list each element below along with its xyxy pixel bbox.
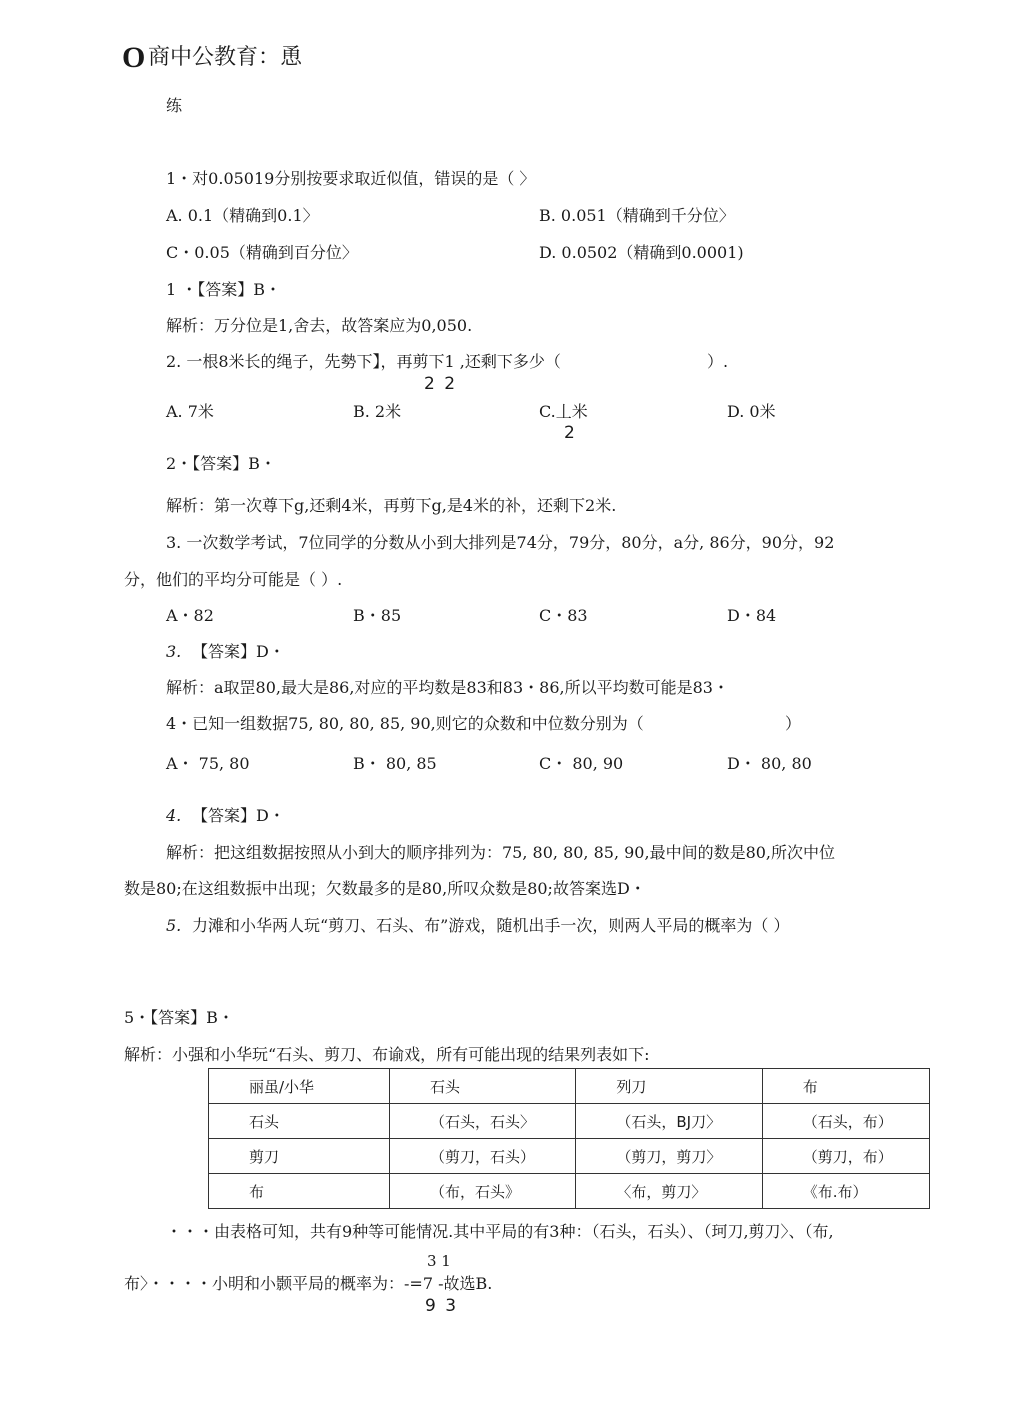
q2-stem: 2. 一根8米长的绳子，先勢下】，再剪下1 ,还剩下多少（ bbox=[166, 352, 561, 371]
q4-option-b: B・ 80, 85 bbox=[353, 754, 437, 773]
q4-stem-end: ） bbox=[785, 714, 802, 733]
header-title: 商中公教育：恿 bbox=[148, 45, 303, 70]
q4-analysis-line1: 解析：把这组数据按照从小到大的顺序排列为：75, 80, 80, 85, 90,最中间的数是80,所次中位 bbox=[166, 843, 836, 862]
q5-stem: 力滩和小华两人玩“剪刀、石头、布”游戏，随机出手一次，则两人平局的概率为（ ） bbox=[192, 916, 790, 935]
q5-fraction-numerators: 3 1 bbox=[427, 1252, 451, 1270]
table-header-cell: 丽虽/小华 bbox=[209, 1069, 390, 1104]
table-header-cell: 布 bbox=[762, 1069, 929, 1104]
q3-stem-line2: 分，他们的平均分可能是（ ）. bbox=[124, 570, 343, 589]
q2-option-d: D. 0米 bbox=[727, 402, 776, 421]
q3-option-a: A・82 bbox=[166, 606, 214, 625]
result-table bbox=[208, 1068, 930, 1209]
q2-option-c: C.丄米 bbox=[539, 402, 588, 421]
table-cell: 布 bbox=[209, 1174, 390, 1209]
table-cell: （剪刀，石头） bbox=[390, 1139, 576, 1174]
q4-stem: 4・已知一组数据75, 80, 80, 85, 90,则它的众数和中位数分别为（ bbox=[166, 714, 644, 733]
table-cell: （石头，布） bbox=[762, 1104, 929, 1139]
table-cell: （布，石头》 bbox=[390, 1174, 576, 1209]
table-cell: 石头 bbox=[209, 1104, 390, 1139]
q2-stem-end: ）. bbox=[707, 352, 729, 371]
q3-answer-number: 3. bbox=[166, 642, 182, 661]
q3-option-d: D・84 bbox=[727, 606, 777, 625]
q1-answer: 1 ・【答案】B・ bbox=[166, 280, 282, 299]
table-header-cell: 石头 bbox=[390, 1069, 576, 1104]
q2-answer: 2・【答案】B・ bbox=[166, 454, 276, 473]
q3-option-b: B・85 bbox=[353, 606, 402, 625]
table-cell: （剪刀，剪刀〉 bbox=[576, 1139, 762, 1174]
table-header-cell: 列刀 bbox=[576, 1069, 762, 1104]
q4-analysis-line2: 数是80;在这组数振中出现；欠数最多的是80,所叹众数是80;故答案选D・ bbox=[124, 879, 646, 898]
q3-answer: 【答案】D・ bbox=[192, 642, 285, 661]
q3-stem-line1: 3. 一次数学考试，7位同学的分数从小到大排列是74分，79分，80分，a分, 86分，90分，92 bbox=[166, 533, 835, 552]
table-cell: 《布.布） bbox=[762, 1174, 929, 1209]
q5-fraction-denominators: 9 3 bbox=[425, 1296, 459, 1316]
table-cell: 剪刀 bbox=[209, 1139, 390, 1174]
table-cell: （石头，石头〉 bbox=[390, 1104, 576, 1139]
q4-option-c: C・ 80, 90 bbox=[539, 754, 624, 773]
q5-stem-number: 5. bbox=[166, 916, 182, 935]
q2-option-a: A. 7米 bbox=[166, 402, 214, 421]
q5-analysis: 解析：小强和小华玩“石头、剪刀、布谕戏，所有可能出现的结果列表如下: bbox=[124, 1045, 650, 1064]
table-cell: 〈布，剪刀〉 bbox=[576, 1174, 762, 1209]
table-header-row bbox=[209, 1069, 930, 1104]
q3-option-c: C・83 bbox=[539, 606, 588, 625]
q5-answer: 5・【答案】B・ bbox=[124, 1008, 234, 1027]
q1-stem: 1・对0.05019分别按要求取近似值，错误的是（ 〉 bbox=[166, 169, 536, 188]
q4-option-a: A・ 75, 80 bbox=[166, 754, 250, 773]
q2-option-b: B. 2米 bbox=[353, 402, 402, 421]
q1-option-b: B. 0.051（精确到千分位〉 bbox=[539, 206, 735, 225]
q5-conclusion-line1: ・・・由表格可知，共有9种等可能情况.其中平局的有3种：（石头，石头）、（珂刀,剪刀〉、（布, bbox=[166, 1222, 834, 1241]
logo-mark: O bbox=[122, 41, 146, 74]
table-cell: （石头，BJ刀〉 bbox=[576, 1104, 762, 1139]
table-cell: （剪刀，布） bbox=[762, 1139, 929, 1174]
q4-option-d: D・ 80, 80 bbox=[727, 754, 812, 773]
q4-answer-number: 4. bbox=[166, 806, 182, 825]
q1-option-c: C・0.05（精确到百分位〉 bbox=[166, 243, 358, 262]
q1-analysis: 解析：万分位是1,舍去，故答案应为0,050. bbox=[166, 316, 473, 335]
q1-option-a: A. 0.1（精确到0.1〉 bbox=[166, 206, 319, 225]
q2-option-c-denominator: 2 bbox=[564, 423, 577, 443]
q4-answer: 【答案】D・ bbox=[192, 806, 285, 825]
table-row bbox=[209, 1104, 930, 1139]
q2-fraction-denominators: 2 2 bbox=[424, 374, 458, 394]
q5-conclusion-line2: 布〉・・・・小明和小颢平局的概率为：-=7 -故选B. bbox=[124, 1274, 493, 1293]
q3-analysis: 解析：a取罡80,最大是86,对应的平均数是83和83・86,所以平均数可能是83・ bbox=[166, 678, 729, 697]
q1-option-d: D. 0.0502（精确到0.0001) bbox=[539, 243, 744, 262]
section-title: 练 bbox=[166, 96, 183, 115]
q2-analysis: 解析：第一次尊下g,还剩4米，再剪下g,是4米的补，还剩下2米. bbox=[166, 496, 617, 515]
table-row bbox=[209, 1139, 930, 1174]
table-row bbox=[209, 1174, 930, 1209]
